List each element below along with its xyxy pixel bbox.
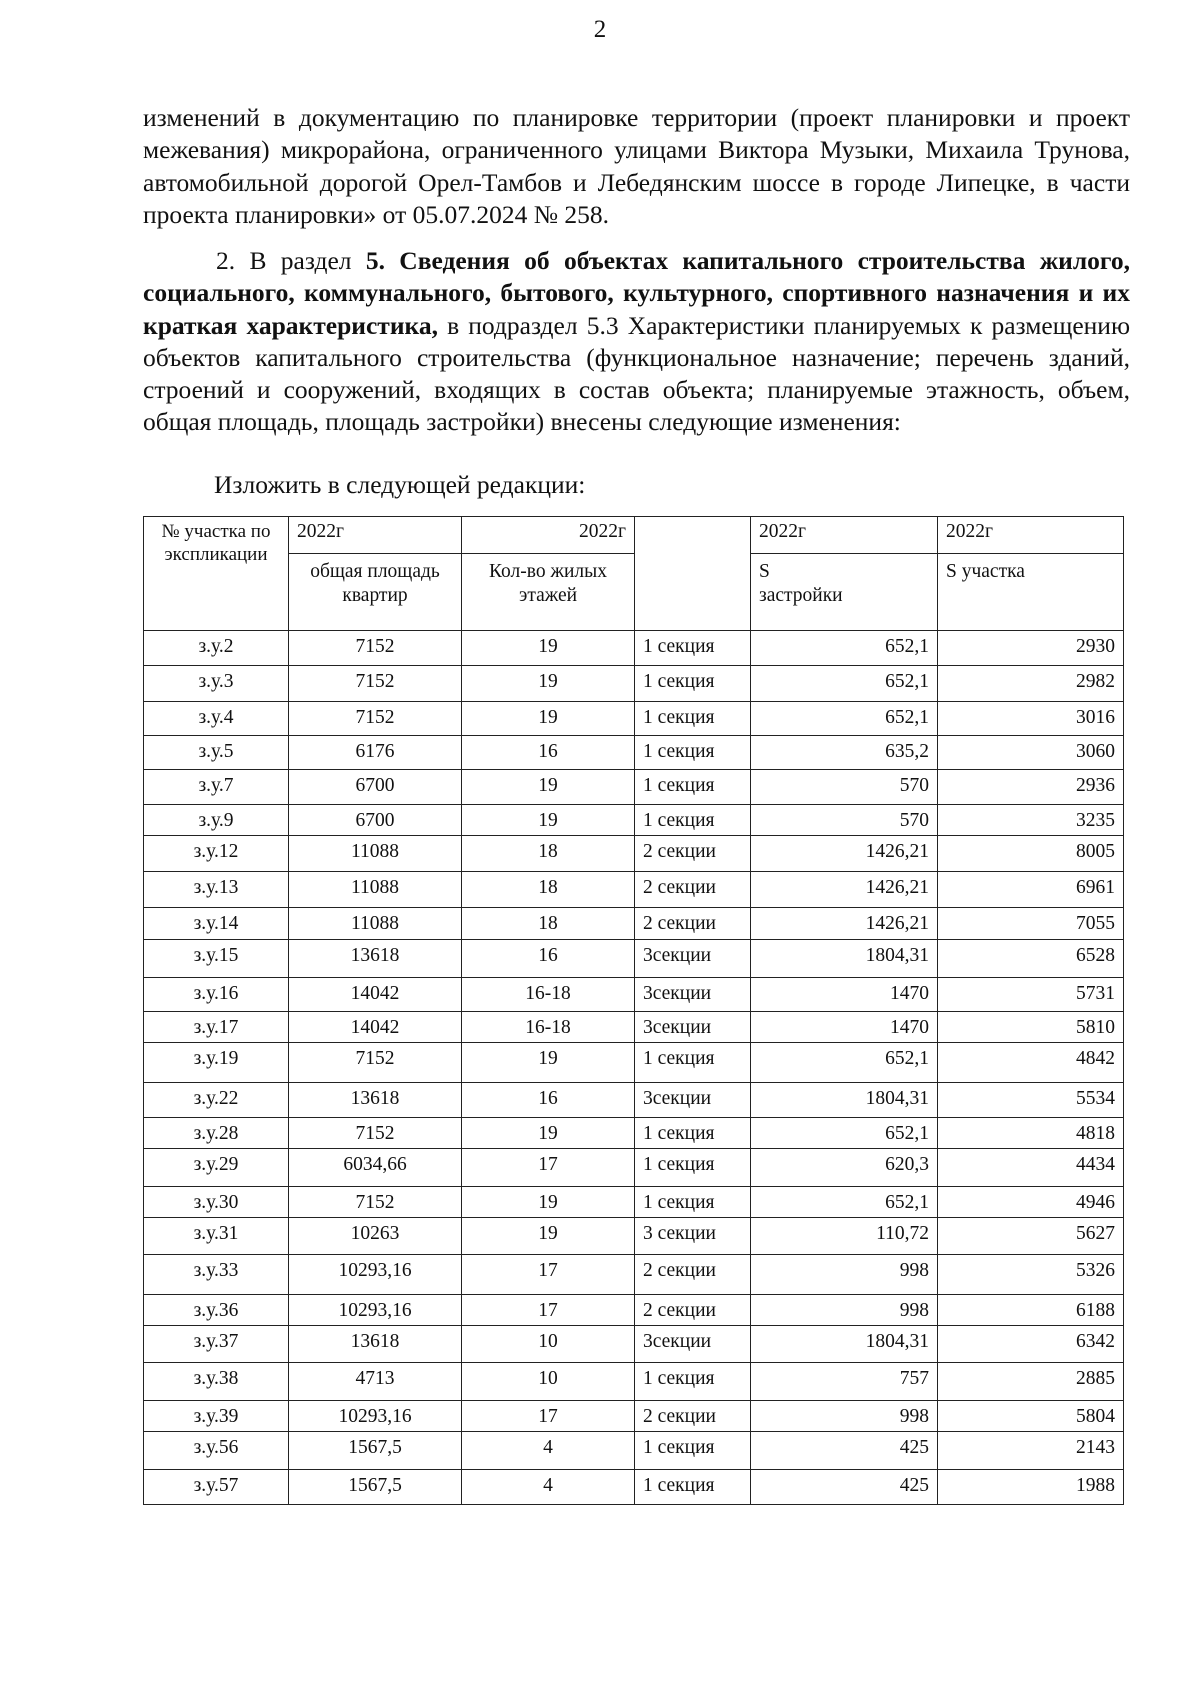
page-number: 2 bbox=[593, 16, 607, 43]
cell-s-zastr: 425 bbox=[751, 1432, 938, 1470]
cell-s-uch: 6188 bbox=[938, 1295, 1124, 1326]
cell-sections: 1 секция bbox=[635, 631, 751, 666]
table-row bbox=[144, 631, 1124, 666]
paragraph-continuation: изменений в документацию по планировке территории (проект планировки и проект межевания) микрорайона, ограниченного улицами Виктора Музыки, Михаила Трунова, автомобильной дорогой Орел-Тамбов и Лебедянским шоссе в городе Липецке, в части проекта планировки» от 05.07.2024 № 258. bbox=[143, 103, 1130, 229]
cell-sections: 3секции bbox=[635, 1012, 751, 1043]
table-row bbox=[144, 1432, 1124, 1470]
cell-plot-number: з.у.36 bbox=[144, 1295, 289, 1326]
cell-s-zastr: 998 bbox=[751, 1295, 938, 1326]
cell-s-uch: 5810 bbox=[938, 1012, 1124, 1043]
cell-total-area: 10293,16 bbox=[289, 1295, 462, 1326]
cell-floors: 19 bbox=[462, 702, 635, 736]
cell-s-zastr: 998 bbox=[751, 1255, 938, 1295]
table-intro: Изложить в следующей редакции: bbox=[214, 470, 586, 499]
table-row bbox=[144, 836, 1124, 872]
cell-s-zastr: 1426,21 bbox=[751, 872, 938, 908]
cell-plot-number: з.у.7 bbox=[144, 770, 289, 805]
cell-s-uch: 3016 bbox=[938, 702, 1124, 736]
table-row bbox=[144, 1083, 1124, 1118]
header-year-floors: 2022г bbox=[462, 517, 635, 554]
cell-s-zastr: 1804,31 bbox=[751, 940, 938, 978]
cell-total-area: 6176 bbox=[289, 736, 462, 770]
cell-total-area: 1567,5 bbox=[289, 1432, 462, 1470]
cell-plot-number: з.у.31 bbox=[144, 1218, 289, 1255]
cell-plot-number: з.у.17 bbox=[144, 1012, 289, 1043]
cell-total-area: 10293,16 bbox=[289, 1255, 462, 1295]
cell-total-area: 7152 bbox=[289, 1043, 462, 1083]
header-s-zastr bbox=[751, 554, 938, 631]
amendment-rest: в подраздел 5.3 Характеристики планируемых к размещению объектов капитального строительства (функциональное назначение; перечень зданий, строений и сооружений, входящих в состав объекта; планируемые этажность, объем, общая площадь, площадь застройки) внесены следующие изменения: bbox=[143, 310, 1130, 437]
cell-s-zastr: 757 bbox=[751, 1363, 938, 1401]
cell-s-zastr: 1470 bbox=[751, 1012, 938, 1043]
header-s-zastr-symbol: S bbox=[759, 561, 770, 582]
cell-total-area: 14042 bbox=[289, 1012, 462, 1043]
cell-plot-number: з.у.56 bbox=[144, 1432, 289, 1470]
table-row bbox=[144, 1118, 1124, 1149]
cell-sections: 1 секция bbox=[635, 1043, 751, 1083]
cell-sections: 1 секция bbox=[635, 1470, 751, 1505]
cell-s-uch: 2930 bbox=[938, 631, 1124, 666]
cell-total-area: 7152 bbox=[289, 1187, 462, 1218]
table-row bbox=[144, 1401, 1124, 1432]
cell-s-uch: 6961 bbox=[938, 872, 1124, 908]
cell-sections: 2 секции bbox=[635, 872, 751, 908]
table-row bbox=[144, 1149, 1124, 1187]
table-row bbox=[144, 1012, 1124, 1043]
cell-plot-number: з.у.29 bbox=[144, 1149, 289, 1187]
cell-sections: 3секции bbox=[635, 978, 751, 1012]
cell-floors: 17 bbox=[462, 1255, 635, 1295]
table-row bbox=[144, 805, 1124, 836]
cell-plot-number: з.у.22 bbox=[144, 1083, 289, 1118]
cell-s-uch: 4434 bbox=[938, 1149, 1124, 1187]
table-row bbox=[144, 1363, 1124, 1401]
cell-s-zastr: 998 bbox=[751, 1401, 938, 1432]
cell-floors: 17 bbox=[462, 1401, 635, 1432]
cell-total-area: 7152 bbox=[289, 702, 462, 736]
cell-s-uch: 4842 bbox=[938, 1043, 1124, 1083]
table-body bbox=[144, 631, 1124, 1505]
table-row bbox=[144, 1043, 1124, 1083]
cell-floors: 4 bbox=[462, 1470, 635, 1505]
cell-s-zastr: 1804,31 bbox=[751, 1083, 938, 1118]
cell-s-uch: 5326 bbox=[938, 1255, 1124, 1295]
cell-floors: 16-18 bbox=[462, 1012, 635, 1043]
cell-floors: 19 bbox=[462, 770, 635, 805]
cell-sections: 3секции bbox=[635, 940, 751, 978]
header-row-year bbox=[144, 517, 1124, 554]
cell-sections: 1 секция bbox=[635, 805, 751, 836]
cell-total-area: 7152 bbox=[289, 631, 462, 666]
table-row bbox=[144, 736, 1124, 770]
cell-s-zastr: 425 bbox=[751, 1470, 938, 1505]
cell-total-area: 11088 bbox=[289, 908, 462, 940]
cell-s-zastr: 652,1 bbox=[751, 702, 938, 736]
cell-floors: 16 bbox=[462, 940, 635, 978]
cell-floors: 18 bbox=[462, 836, 635, 872]
cell-s-uch: 2143 bbox=[938, 1432, 1124, 1470]
cell-total-area: 6034,66 bbox=[289, 1149, 462, 1187]
cell-s-uch: 4946 bbox=[938, 1187, 1124, 1218]
cell-floors: 18 bbox=[462, 872, 635, 908]
cell-sections: 2 секции bbox=[635, 908, 751, 940]
cell-sections: 1 секция bbox=[635, 1363, 751, 1401]
cell-floors: 10 bbox=[462, 1326, 635, 1363]
cell-sections: 1 секция bbox=[635, 1432, 751, 1470]
cell-s-zastr: 1426,21 bbox=[751, 908, 938, 940]
table-row bbox=[144, 978, 1124, 1012]
cell-sections: 1 секция bbox=[635, 1118, 751, 1149]
cell-floors: 16 bbox=[462, 736, 635, 770]
header-year-area: 2022г bbox=[289, 517, 462, 554]
header-year-s-zastr: 2022г bbox=[751, 517, 938, 554]
cell-plot-number: з.у.16 bbox=[144, 978, 289, 1012]
cell-s-uch: 5534 bbox=[938, 1083, 1124, 1118]
cell-total-area: 7152 bbox=[289, 666, 462, 702]
header-plot-number: № участка по экспликации bbox=[144, 517, 289, 631]
section-title-bold: 5. Сведения об объектах капитального строительства жилого, социального, коммунального, бытового, культурного, спортивного назначения и их краткая характеристика, bbox=[143, 246, 1130, 340]
table-row bbox=[144, 1326, 1124, 1363]
cell-plot-number: з.у.13 bbox=[144, 872, 289, 908]
cell-total-area: 13618 bbox=[289, 1326, 462, 1363]
cell-floors: 16 bbox=[462, 1083, 635, 1118]
header-total-area: общая площадь квартир bbox=[289, 554, 462, 631]
cell-s-zastr: 620,3 bbox=[751, 1149, 938, 1187]
table-row bbox=[144, 1470, 1124, 1505]
cell-total-area: 4713 bbox=[289, 1363, 462, 1401]
cell-sections: 3секции bbox=[635, 1326, 751, 1363]
table-row bbox=[144, 702, 1124, 736]
cell-total-area: 6700 bbox=[289, 770, 462, 805]
cell-plot-number: з.у.33 bbox=[144, 1255, 289, 1295]
cell-s-uch: 6528 bbox=[938, 940, 1124, 978]
cell-s-uch: 2885 bbox=[938, 1363, 1124, 1401]
cell-s-zastr: 652,1 bbox=[751, 1187, 938, 1218]
cell-total-area: 13618 bbox=[289, 940, 462, 978]
cell-plot-number: з.у.3 bbox=[144, 666, 289, 702]
cell-s-zastr: 1426,21 bbox=[751, 836, 938, 872]
table-row bbox=[144, 770, 1124, 805]
cell-total-area: 14042 bbox=[289, 978, 462, 1012]
cell-floors: 18 bbox=[462, 908, 635, 940]
cell-total-area: 1567,5 bbox=[289, 1470, 462, 1505]
header-year-s-uch: 2022г bbox=[938, 517, 1124, 554]
cell-plot-number: з.у.28 bbox=[144, 1118, 289, 1149]
cell-floors: 19 bbox=[462, 631, 635, 666]
table-row bbox=[144, 1187, 1124, 1218]
table-row bbox=[144, 908, 1124, 940]
cell-s-zastr: 570 bbox=[751, 770, 938, 805]
header-s-uch: S участка bbox=[938, 554, 1124, 631]
cell-floors: 19 bbox=[462, 666, 635, 702]
cell-total-area: 13618 bbox=[289, 1083, 462, 1118]
cell-floors: 16-18 bbox=[462, 978, 635, 1012]
cell-sections: 1 секция bbox=[635, 702, 751, 736]
cell-s-zastr: 652,1 bbox=[751, 631, 938, 666]
cell-s-uch: 2982 bbox=[938, 666, 1124, 702]
cell-s-uch: 5804 bbox=[938, 1401, 1124, 1432]
cell-plot-number: з.у.14 bbox=[144, 908, 289, 940]
cell-total-area: 11088 bbox=[289, 836, 462, 872]
cell-floors: 17 bbox=[462, 1149, 635, 1187]
cell-plot-number: з.у.19 bbox=[144, 1043, 289, 1083]
cell-plot-number: з.у.4 bbox=[144, 702, 289, 736]
cell-sections: 2 секции bbox=[635, 1255, 751, 1295]
cell-s-zastr: 652,1 bbox=[751, 666, 938, 702]
header-floors: Кол-во жилых этажей bbox=[462, 554, 635, 631]
cell-floors: 19 bbox=[462, 1187, 635, 1218]
cell-s-uch: 5627 bbox=[938, 1218, 1124, 1255]
table-row bbox=[144, 1255, 1124, 1295]
cell-s-uch: 7055 bbox=[938, 908, 1124, 940]
cell-s-uch: 8005 bbox=[938, 836, 1124, 872]
cell-sections: 1 секция bbox=[635, 666, 751, 702]
cell-s-uch: 5731 bbox=[938, 978, 1124, 1012]
cell-total-area: 7152 bbox=[289, 1118, 462, 1149]
cell-floors: 10 bbox=[462, 1363, 635, 1401]
cell-plot-number: з.у.30 bbox=[144, 1187, 289, 1218]
cell-s-zastr: 652,1 bbox=[751, 1118, 938, 1149]
cell-sections: 1 секция bbox=[635, 1149, 751, 1187]
cell-sections: 2 секции bbox=[635, 836, 751, 872]
cell-s-uch: 3235 bbox=[938, 805, 1124, 836]
cell-s-uch: 2936 bbox=[938, 770, 1124, 805]
cell-floors: 19 bbox=[462, 805, 635, 836]
cell-floors: 19 bbox=[462, 1218, 635, 1255]
cell-sections: 3 секции bbox=[635, 1218, 751, 1255]
cell-plot-number: з.у.9 bbox=[144, 805, 289, 836]
cell-s-uch: 4818 bbox=[938, 1118, 1124, 1149]
cell-total-area: 10263 bbox=[289, 1218, 462, 1255]
cell-total-area: 10293,16 bbox=[289, 1401, 462, 1432]
cell-s-zastr: 635,2 bbox=[751, 736, 938, 770]
cell-sections: 1 секция bbox=[635, 770, 751, 805]
cell-plot-number: з.у.2 bbox=[144, 631, 289, 666]
table-row bbox=[144, 666, 1124, 702]
cell-plot-number: з.у.37 bbox=[144, 1326, 289, 1363]
cell-floors: 17 bbox=[462, 1295, 635, 1326]
cell-floors: 19 bbox=[462, 1118, 635, 1149]
table-row bbox=[144, 940, 1124, 978]
cell-sections: 3секции bbox=[635, 1083, 751, 1118]
cell-sections: 2 секции bbox=[635, 1295, 751, 1326]
cell-s-uch: 1988 bbox=[938, 1470, 1124, 1505]
buildings-table bbox=[143, 516, 1124, 1505]
cell-plot-number: з.у.15 bbox=[144, 940, 289, 978]
table-row bbox=[144, 1295, 1124, 1326]
cell-s-uch: 3060 bbox=[938, 736, 1124, 770]
cell-sections: 2 секции bbox=[635, 1401, 751, 1432]
cell-sections: 1 секция bbox=[635, 736, 751, 770]
cell-s-uch: 6342 bbox=[938, 1326, 1124, 1363]
table-row bbox=[144, 872, 1124, 908]
cell-s-zastr: 1470 bbox=[751, 978, 938, 1012]
header-s-zastr-label: застройки bbox=[759, 585, 843, 606]
cell-plot-number: з.у.5 bbox=[144, 736, 289, 770]
cell-plot-number: з.у.12 bbox=[144, 836, 289, 872]
cell-total-area: 6700 bbox=[289, 805, 462, 836]
table-row bbox=[144, 1218, 1124, 1255]
cell-floors: 4 bbox=[462, 1432, 635, 1470]
cell-floors: 19 bbox=[462, 1043, 635, 1083]
header-row-labels bbox=[144, 554, 1124, 631]
cell-s-zastr: 110,72 bbox=[751, 1218, 938, 1255]
cell-plot-number: з.у.38 bbox=[144, 1363, 289, 1401]
paragraph-amendment bbox=[143, 245, 1130, 439]
cell-s-zastr: 570 bbox=[751, 805, 938, 836]
cell-sections: 1 секция bbox=[635, 1187, 751, 1218]
amendment-lead: 2. В раздел bbox=[216, 246, 366, 275]
cell-s-zastr: 652,1 bbox=[751, 1043, 938, 1083]
cell-plot-number: з.у.57 bbox=[144, 1470, 289, 1505]
cell-s-zastr: 1804,31 bbox=[751, 1326, 938, 1363]
header-sections-empty bbox=[635, 517, 751, 631]
cell-plot-number: з.у.39 bbox=[144, 1401, 289, 1432]
cell-total-area: 11088 bbox=[289, 872, 462, 908]
